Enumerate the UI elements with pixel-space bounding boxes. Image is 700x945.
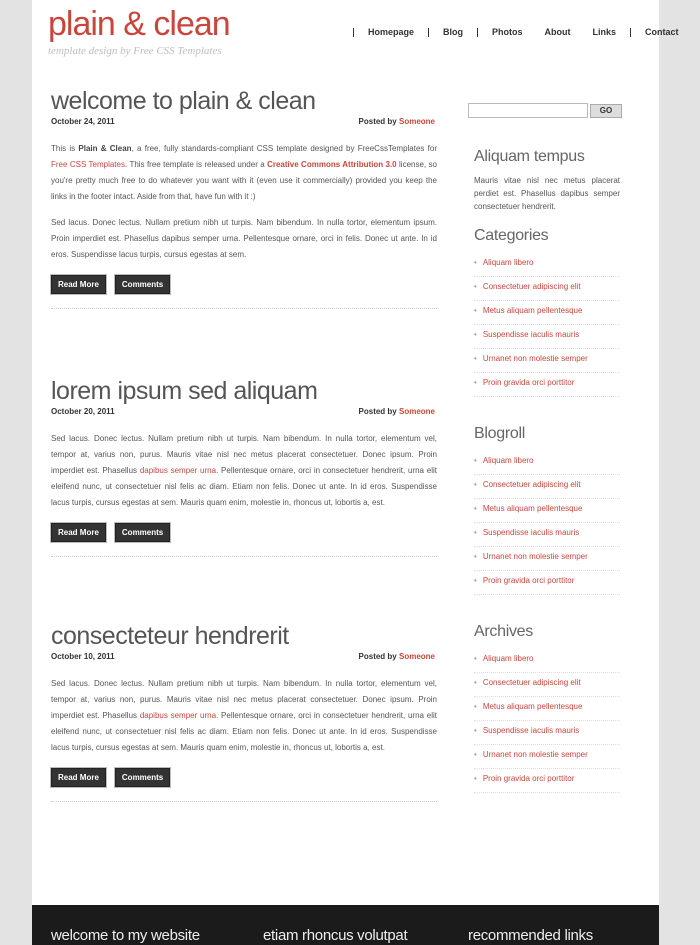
archive-label: Aliquam libero xyxy=(482,654,534,663)
nav-item-photos[interactable]: Photos xyxy=(492,27,523,37)
post-paragraph: Sed lacus. Donec lectus. Nullam pretium nibh ut turpis. Nam bibendum. In nulla tortor, elementum ipsum. Proin imperdiet est. Phasellus dapibus semper urna. Pellentesque ornare, orci in felis. Donec ut ante. In id eros. Suspendisse lacus turpis, cursus egestas at sem. xyxy=(51,218,437,259)
post-date: October 10, 2011 xyxy=(51,652,115,661)
category-item[interactable] xyxy=(474,253,620,277)
blogroll-label: Urnanet non molestie semper xyxy=(482,552,588,561)
sidebar-heading-about: Aliquam tempus xyxy=(474,148,585,165)
categories-list xyxy=(474,253,620,397)
post-meta xyxy=(51,652,437,666)
archive-label: Proin gravida orci porttitor xyxy=(482,774,575,783)
footer-heading-welcome: welcome to my website xyxy=(51,927,200,944)
bullet-icon: • xyxy=(474,306,477,315)
text: . Pellentesque ornare, orci in consectetuer hendrerit, urna elit eleifend nunc, ut consectetuer nisl felis ac diam. Etiam non felis. Donec ut ante. In id eros. Suspendisse lacus turpis, cursus egestas at sem. Mauris quam enim, molestie in, rhoncus ut, lobortis a, est. xyxy=(51,711,437,752)
bullet-icon: • xyxy=(474,282,477,291)
post-meta xyxy=(51,117,437,131)
bullet-icon: • xyxy=(474,456,477,465)
posted-by-label: Posted by xyxy=(358,652,397,661)
archive-item[interactable] xyxy=(474,697,620,721)
text: license, so you're pretty much free to do whatever you want with it (even use it commercially) provided you keep the links in the footer intact. Aside from that, have fun with it :) xyxy=(51,160,437,201)
bullet-icon: • xyxy=(474,678,477,687)
blogroll-item[interactable] xyxy=(474,499,620,523)
post-date: October 24, 2011 xyxy=(51,117,115,126)
blogroll-item[interactable] xyxy=(474,523,620,547)
sidebar-about-text: Mauris vitae nisl nec metus placerat perdiet est. Phasellus dapibus semper consectetuer hendrerit. xyxy=(474,176,620,211)
footer-heading-etiam: etiam rhoncus volutpat xyxy=(263,927,408,944)
author-link[interactable]: Someone xyxy=(398,652,435,661)
post-title[interactable]: welcome to plain & clean xyxy=(51,87,316,115)
post-intro-paragraph xyxy=(51,141,437,205)
nav-item-links[interactable]: Links xyxy=(592,27,617,37)
dapibus-link[interactable]: dapibus semper urna xyxy=(139,711,217,720)
author-link[interactable]: Someone xyxy=(398,407,435,416)
sidebar-heading-blogroll: Blogroll xyxy=(474,425,525,442)
post-divider xyxy=(51,556,437,557)
post-meta xyxy=(51,407,437,421)
archive-item[interactable] xyxy=(474,721,620,745)
text: Sed lacus. Donec lectus. Nullam pretium nibh ut turpis. Nam bibendum. In nulla tortor, elementum vel, tempor at, varius non, purus. Mauris vitae nisl nec metus placerat consectetuer. Donec ipsum. Proin imperdiet est. Phasellus xyxy=(51,679,437,720)
nav-item-blog[interactable]: Blog xyxy=(443,27,464,37)
blogroll-item[interactable] xyxy=(474,475,620,499)
archive-item[interactable] xyxy=(474,649,620,673)
post-buttons xyxy=(51,768,437,787)
blogroll-label: Metus aliquam pellentesque xyxy=(482,504,583,513)
post-body xyxy=(51,141,437,263)
post-divider xyxy=(51,801,437,802)
comments-button[interactable]: Comments xyxy=(115,523,170,542)
nav-item-about[interactable]: About xyxy=(544,27,571,37)
blogroll-item[interactable] xyxy=(474,547,620,571)
nav-separator xyxy=(428,28,429,37)
archive-label: Metus aliquam pellentesque xyxy=(482,702,583,711)
search-input[interactable] xyxy=(468,103,588,118)
post xyxy=(51,85,437,309)
category-item[interactable] xyxy=(474,301,620,325)
nav-item-homepage[interactable]: Homepage xyxy=(368,27,415,37)
bullet-icon: • xyxy=(474,702,477,711)
sidebar-heading-archives: Archives xyxy=(474,623,533,640)
nav-separator xyxy=(353,28,354,37)
text: , a free, fully standards-compliant CSS template designed by FreeCssTemplates for xyxy=(131,144,437,153)
post-author xyxy=(359,652,435,661)
post-title[interactable]: consecteteur hendrerit xyxy=(51,622,289,650)
comments-button[interactable]: Comments xyxy=(115,768,170,787)
blogroll-label: Suspendisse iaculis mauris xyxy=(482,528,580,537)
read-more-button[interactable]: Read More xyxy=(51,768,106,787)
bullet-icon: • xyxy=(474,330,477,339)
blogroll-label: Proin gravida orci porttitor xyxy=(482,576,575,585)
bullet-icon: • xyxy=(474,528,477,537)
footer-heading-links: recommended links xyxy=(468,927,593,944)
search-go-button[interactable]: GO xyxy=(590,104,622,118)
category-label: Suspendisse iaculis mauris xyxy=(482,330,580,339)
text: . This free template is released under a xyxy=(124,160,265,169)
bullet-icon: • xyxy=(474,576,477,585)
bullet-icon: • xyxy=(474,354,477,363)
archive-item[interactable] xyxy=(474,769,620,793)
post-author xyxy=(359,117,435,126)
text: Sed lacus. Donec lectus. Nullam pretium nibh ut turpis. Nam bibendum. In nulla tortor, elementum vel, tempor at, varius non, purus. Mauris vitae nisl nec metus placerat consectetuer. Donec ipsum. Proin imperdiet est. Phasellus xyxy=(51,434,437,475)
bullet-icon: • xyxy=(474,480,477,489)
bullet-icon: • xyxy=(474,258,477,267)
bullet-icon: • xyxy=(474,654,477,663)
post-body xyxy=(51,431,437,511)
post xyxy=(51,375,437,557)
post-body xyxy=(51,676,437,756)
dapibus-link[interactable]: dapibus semper urna xyxy=(139,466,217,475)
archive-label: Consectetuer adipiscing elit xyxy=(482,678,581,687)
post-divider xyxy=(51,308,437,309)
posted-by-label: Posted by xyxy=(358,407,397,416)
bullet-icon: • xyxy=(474,726,477,735)
post-author xyxy=(359,407,435,416)
text: This is xyxy=(51,144,76,153)
footer xyxy=(32,905,659,945)
archive-label: Urnanet non molestie semper xyxy=(482,750,588,759)
page-container xyxy=(32,0,679,944)
bullet-icon: • xyxy=(474,552,477,561)
category-item[interactable] xyxy=(474,325,620,349)
archives-list xyxy=(474,649,620,793)
blogroll-label: Consectetuer adipiscing elit xyxy=(482,480,581,489)
category-label: Aliquam libero xyxy=(482,258,534,267)
category-label: Consectetuer adipiscing elit xyxy=(482,282,581,291)
nav-separator xyxy=(630,28,631,37)
category-label: Metus aliquam pellentesque xyxy=(482,306,583,315)
nav-item-contact[interactable]: Contact xyxy=(645,27,679,37)
header xyxy=(32,0,679,70)
sidebar xyxy=(468,103,628,793)
bold-text: Plain & Clean xyxy=(78,144,132,153)
blogroll-item[interactable] xyxy=(474,571,620,595)
text: . Pellentesque ornare, orci in consectetuer hendrerit, urna elit eleifend nunc, ut consectetuer nisl felis ac diam. Etiam non felis. Donec ut ante. In id eros. Suspendisse lacus turpis, cursus egestas at sem. Mauris quam enim, molestie in, rhoncus ut, lobortis a, est. xyxy=(51,466,437,507)
post-title[interactable]: lorem ipsum sed aliquam xyxy=(51,377,318,405)
read-more-button[interactable]: Read More xyxy=(51,275,106,294)
sidebar-heading-categories: Categories xyxy=(474,227,549,244)
post xyxy=(51,620,437,802)
post-date: October 20, 2011 xyxy=(51,407,115,416)
search-form xyxy=(468,103,628,118)
post-buttons xyxy=(51,275,437,294)
category-item[interactable] xyxy=(474,277,620,301)
site-logo-title[interactable]: plain & clean xyxy=(48,5,230,43)
site-tagline: template design by Free CSS Templates xyxy=(48,45,222,57)
comments-button[interactable]: Comments xyxy=(115,275,170,294)
bullet-icon: • xyxy=(474,774,477,783)
category-item[interactable] xyxy=(474,373,620,397)
author-link[interactable]: Someone xyxy=(398,117,435,126)
archive-item[interactable] xyxy=(474,673,620,697)
category-label: Urnanet non molestie semper xyxy=(482,354,588,363)
main-nav xyxy=(345,27,685,37)
post-buttons xyxy=(51,523,437,542)
blogroll-item[interactable] xyxy=(474,451,620,475)
post-paragraph xyxy=(51,431,437,511)
bullet-icon: • xyxy=(474,378,477,387)
bullet-icon: • xyxy=(474,750,477,759)
blogroll-label: Aliquam libero xyxy=(482,456,534,465)
posted-by-label: Posted by xyxy=(358,117,397,126)
creative-commons-link[interactable]: Creative Commons Attribution 3.0 xyxy=(267,160,397,169)
post-paragraph xyxy=(51,676,437,756)
category-label: Proin gravida orci porttitor xyxy=(482,378,575,387)
read-more-button[interactable]: Read More xyxy=(51,523,106,542)
nav-separator xyxy=(477,28,478,37)
archive-item[interactable] xyxy=(474,745,620,769)
archive-label: Suspendisse iaculis mauris xyxy=(482,726,580,735)
blogroll-list xyxy=(474,451,620,595)
bullet-icon: • xyxy=(474,504,477,513)
category-item[interactable] xyxy=(474,349,620,373)
free-css-templates-link[interactable]: Free CSS Templates xyxy=(51,160,125,169)
